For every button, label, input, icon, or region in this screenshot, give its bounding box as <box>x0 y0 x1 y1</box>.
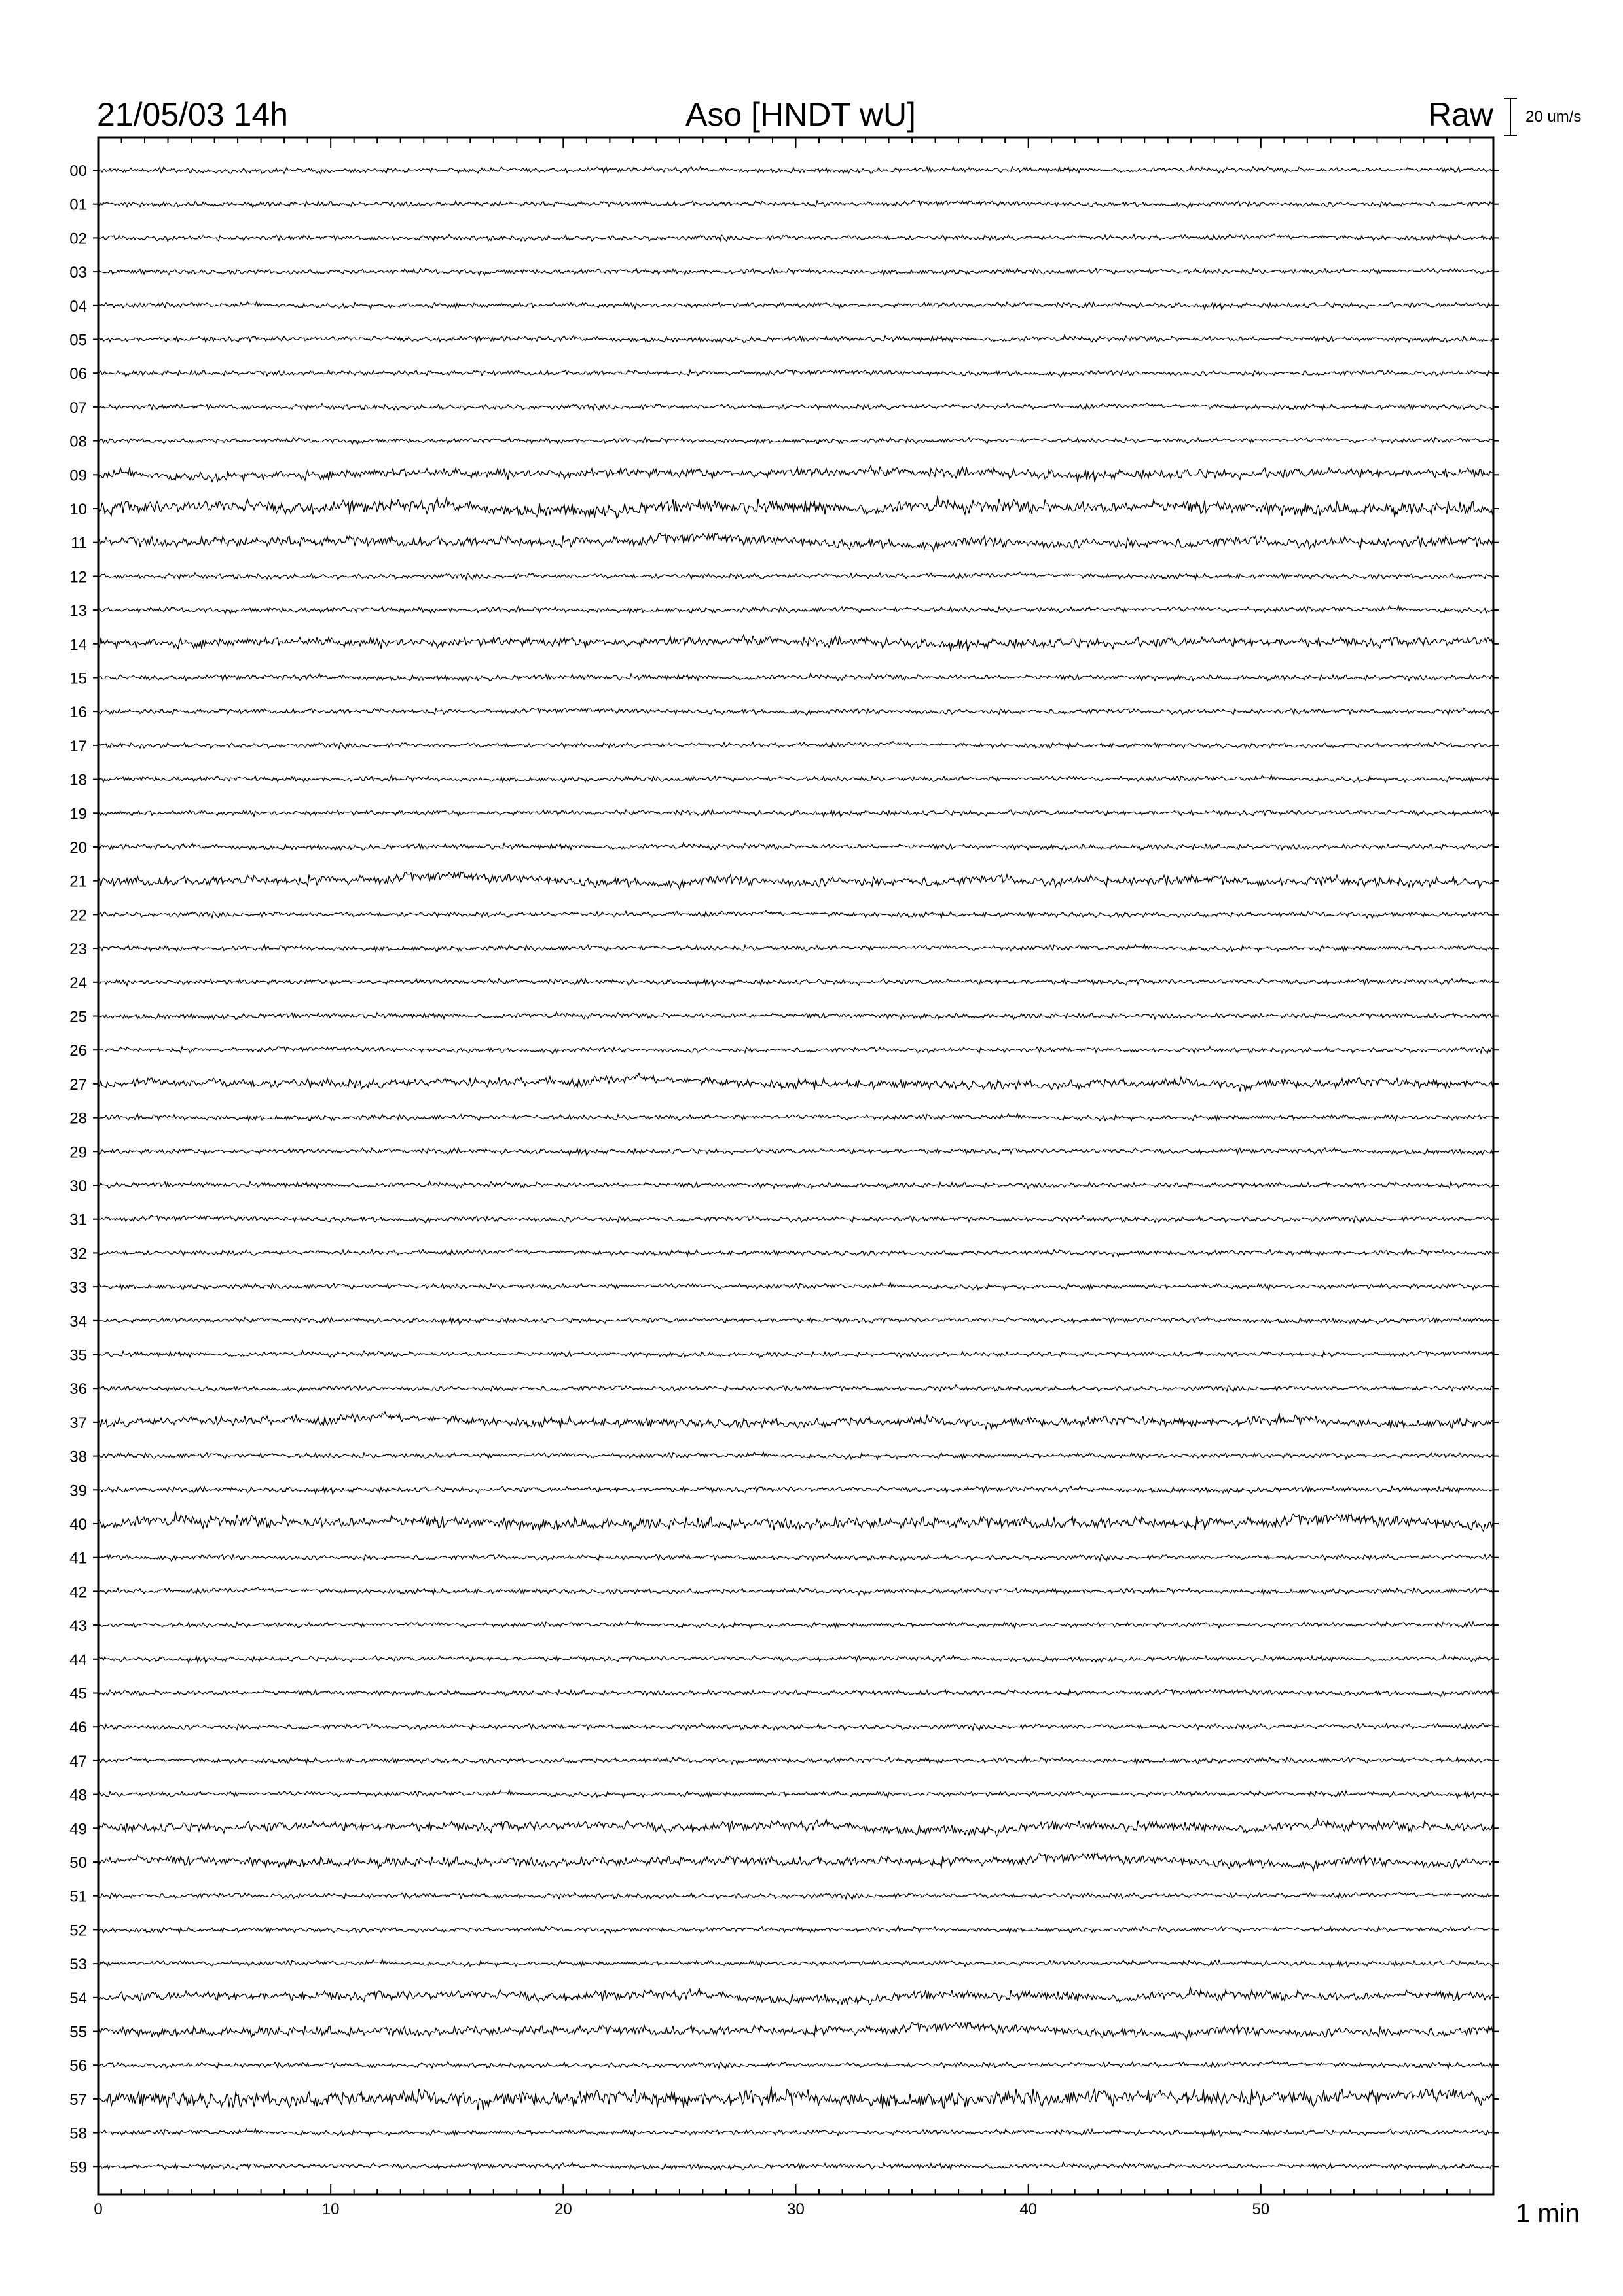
row-label: 49 <box>69 1820 87 1839</box>
row-label: 01 <box>69 196 87 214</box>
x-tick-label: 40 <box>1019 2200 1038 2218</box>
x-tick-label: 0 <box>94 2200 103 2218</box>
row-label: 17 <box>69 737 87 755</box>
row-label: 54 <box>69 1989 87 2007</box>
x-axis-unit-label: 1 min <box>1516 2199 1580 2228</box>
x-tick-label: 50 <box>1252 2200 1270 2218</box>
row-label: 26 <box>69 1042 87 1060</box>
row-label: 50 <box>69 1854 87 1872</box>
row-label: 55 <box>69 2023 87 2041</box>
row-label: 41 <box>69 1549 87 1568</box>
row-label: 13 <box>69 602 87 620</box>
x-tick-label: 30 <box>787 2200 805 2218</box>
row-label: 04 <box>69 297 87 315</box>
row-label: 37 <box>69 1414 87 1432</box>
row-label: 25 <box>69 1008 87 1026</box>
station-title: Aso [HNDT wU] <box>685 96 916 133</box>
row-label: 34 <box>69 1312 87 1331</box>
x-tick-label: 20 <box>554 2200 572 2218</box>
datetime-label: 21/05/03 14h <box>97 96 288 133</box>
row-label: 46 <box>69 1719 87 1737</box>
row-label: 51 <box>69 1888 87 1906</box>
row-label: 53 <box>69 1956 87 1974</box>
amplitude-scale-label: 20 um/s <box>1525 108 1582 126</box>
row-label: 28 <box>69 1109 87 1128</box>
row-label: 06 <box>69 365 87 384</box>
row-label: 02 <box>69 230 87 248</box>
row-label: 23 <box>69 941 87 959</box>
row-label: 22 <box>69 906 87 925</box>
row-label: 21 <box>69 872 87 891</box>
row-label: 27 <box>69 1075 87 1094</box>
row-label: 09 <box>69 467 87 485</box>
row-label: 48 <box>69 1786 87 1804</box>
row-label: 20 <box>69 839 87 857</box>
row-label: 38 <box>69 1448 87 1466</box>
row-label: 35 <box>69 1346 87 1365</box>
row-label: 08 <box>69 433 87 451</box>
row-label: 58 <box>69 2125 87 2143</box>
row-label: 30 <box>69 1177 87 1195</box>
row-label: 47 <box>69 1752 87 1770</box>
row-label: 42 <box>69 1583 87 1602</box>
row-label: 40 <box>69 1516 87 1534</box>
row-label: 45 <box>69 1685 87 1703</box>
row-label: 05 <box>69 331 87 350</box>
row-label: 07 <box>69 399 87 417</box>
row-label: 00 <box>69 162 87 180</box>
row-label: 16 <box>69 704 87 722</box>
row-label: 14 <box>69 636 87 654</box>
x-tick-label: 10 <box>321 2200 340 2218</box>
row-label: 39 <box>69 1482 87 1500</box>
mode-label: Raw <box>1427 96 1493 133</box>
row-label: 52 <box>69 1922 87 1940</box>
row-label: 19 <box>69 805 87 823</box>
row-label: 29 <box>69 1143 87 1162</box>
row-label: 43 <box>69 1617 87 1636</box>
row-label: 24 <box>69 974 87 992</box>
row-label: 36 <box>69 1380 87 1399</box>
row-label: 18 <box>69 771 87 789</box>
row-label: 11 <box>71 534 87 552</box>
row-label: 44 <box>69 1651 87 1669</box>
row-label: 10 <box>69 501 87 518</box>
row-label: 57 <box>69 2090 87 2109</box>
row-label: 31 <box>69 1211 87 1229</box>
row-label: 56 <box>69 2057 87 2075</box>
row-label: 12 <box>69 568 87 586</box>
row-label: 59 <box>69 2159 87 2177</box>
row-label: 15 <box>69 670 87 688</box>
row-label: 03 <box>69 264 87 282</box>
row-label: 32 <box>69 1245 87 1263</box>
row-label: 33 <box>69 1279 87 1297</box>
